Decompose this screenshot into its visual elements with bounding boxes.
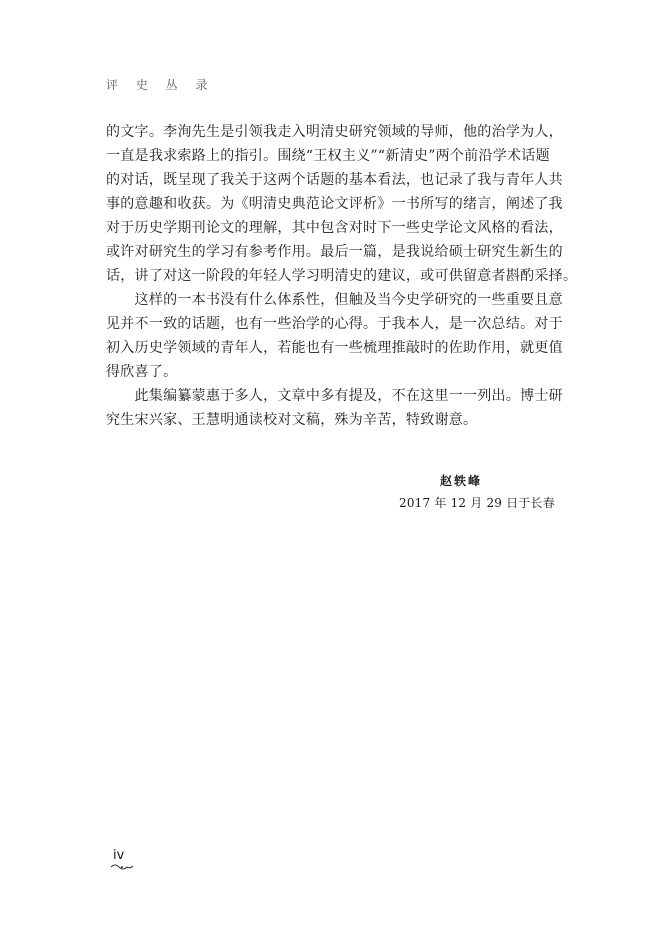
text-line: 或许对研究生的学习有参考作用。最后一篇，是我说给硕士研究生新生的 <box>106 244 563 260</box>
running-header: 评 史 丛 录 <box>106 78 215 92</box>
ornament-icon <box>110 862 134 872</box>
text-line: 这样的一本书没有什么体系性，但触及当今史学研究的一些重要且意 <box>106 292 563 308</box>
text-line: 见并不一致的话题，也有一些治学的心得。于我本人，是一次总结。对于 <box>106 316 563 332</box>
text-line: 此集编纂蒙惠于多人，文章中多有提及，不在这里一一列出。博士研 <box>106 388 563 404</box>
text-line: 的文字。李洵先生是引领我走入明清史研究领域的导师，他的治学为人， <box>106 124 563 140</box>
text-line: 事的意趣和收获。为《明清史典范论文评析》一书所写的绪言，阐述了我 <box>106 196 563 212</box>
text-line: 话，讲了对这一阶段的年轻人学习明清史的建议，或可供留意者斟酌采择。 <box>106 268 578 284</box>
text-line: 究生宋兴家、王慧明通读校对文稿，殊为辛苦，特致谢意。 <box>106 412 478 428</box>
text-line: 得欣喜了。 <box>106 364 178 380</box>
author-signature: 赵轶峰 <box>440 474 483 488</box>
page-number: iv <box>113 848 125 863</box>
text-line: 一直是我求索路上的指引。围绕“王权主义”“新清史”两个前沿学术话题 <box>106 148 550 164</box>
text-line: 对于历史学期刊论文的理解，其中包含对时下一些史学论文风格的看法， <box>106 220 563 236</box>
signature-date: 2017 年 12 月 29 日于长春 <box>399 496 555 510</box>
body-text <box>106 120 578 432</box>
text-line: 的对话，既呈现了我关于这两个话题的基本看法，也记录了我与青年人共 <box>106 172 563 188</box>
text-line: 初入历史学领域的青年人，若能也有一些梳理推敲时的佐助作用，就更值 <box>106 340 563 356</box>
